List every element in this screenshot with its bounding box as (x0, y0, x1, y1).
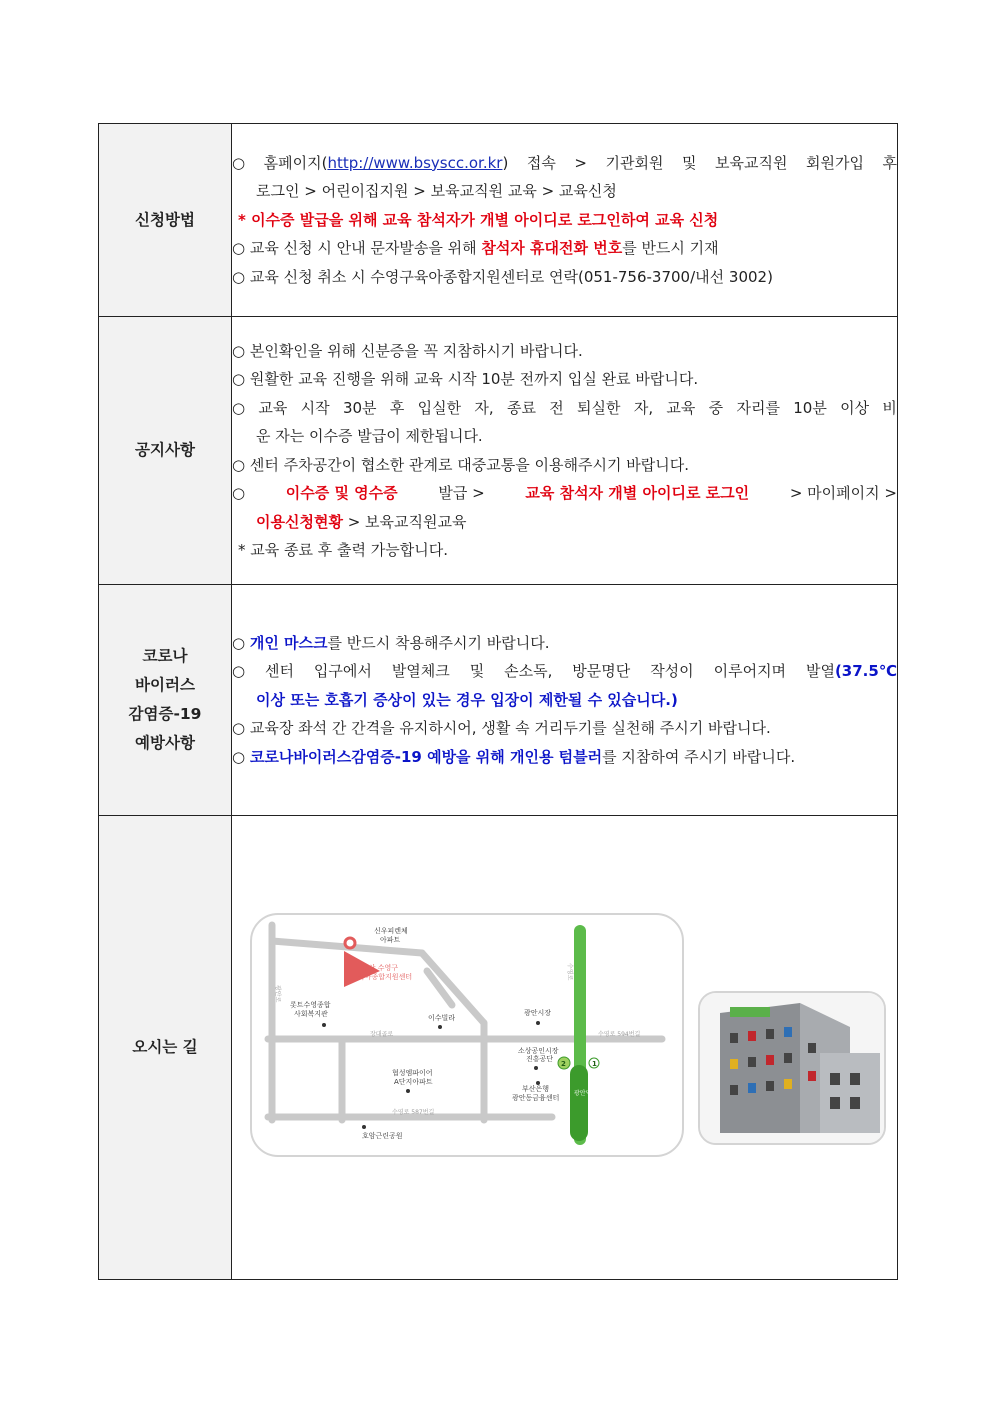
covid-content (232, 585, 898, 816)
word: 자, (633, 398, 654, 417)
map-label-park: 호암근린공원 (362, 1131, 403, 1140)
application-line-4: ○ 교육 신청 취소 시 수영구육아종합지원센터로 연락(051-756-3700/내선 3002) (232, 267, 773, 286)
word: 퇴실한 (577, 398, 621, 417)
notice-line-3 (232, 394, 897, 423)
word: > (574, 153, 587, 172)
map-road3: 수영로 587번길 (392, 1108, 435, 1116)
map-label-apt-mid1: 협성엠파이어 (392, 1068, 433, 1077)
covid-line-3: ○ 교육장 좌석 간 간격을 유지하시어, 생활 속 거리두기를 실천해 주시기 바랍니다. (232, 719, 771, 738)
application-content (232, 124, 898, 317)
notice-line-4: ○ 센터 주차공간이 협소한 관계로 대중교통을 이용해주시기 바랍니다. (232, 455, 689, 474)
label-covid: 코로나 바이러스 감염증-19 예방사항 (99, 585, 232, 816)
word: 회원가입 (806, 153, 864, 172)
label-directions: 오시는 길 (99, 816, 232, 1280)
word: 입구에서 (313, 662, 372, 681)
map-road2: 수영로 594번길 (598, 1030, 641, 1038)
row-notice (99, 317, 898, 585)
map-road5: 수영로 (566, 962, 573, 980)
notice-line-3b: 운 자는 이수증 발급이 제한됩니다. (256, 427, 483, 445)
word: 작성이 (650, 662, 694, 681)
notice-line-7: * 교육 종료 후 출력 가능합니다. (238, 541, 448, 559)
word: 및 (469, 662, 485, 681)
word: 전 (549, 398, 564, 417)
map-label-bank1: 부산은행 (522, 1084, 550, 1093)
map-label-bank2: 광안동금융센터 (512, 1093, 560, 1102)
word: 방문명단 (572, 662, 631, 681)
map-label-apt-top: 신우피렌체 (374, 926, 408, 935)
word: 30분 (342, 398, 377, 417)
application-line-1 (232, 149, 897, 178)
word: 이상 (840, 398, 870, 417)
directions-content (232, 816, 898, 1280)
word: ) (502, 153, 509, 172)
location-map (250, 913, 684, 1157)
word: 교육 (258, 398, 288, 417)
word: 후 (389, 398, 405, 417)
application-line-1b: 로그인 > 어린이집지원 > 보육교직원 교육 > 교육신청 (256, 182, 617, 201)
covid-line-1: ○ 개인 마스크를 반드시 착용해주시기 바랍니다. (232, 633, 550, 652)
map-label-welfare2: 사회복지관 (294, 1009, 328, 1018)
homepage-url-group (264, 149, 509, 178)
map-line2: 2 (561, 1059, 566, 1068)
word: 비 (882, 398, 897, 417)
word: 기관회원 (605, 153, 664, 172)
fever-threshold: (37.5℃ (834, 662, 897, 681)
word: 중 (708, 398, 724, 417)
word: 10분 (793, 398, 827, 417)
label-notice: 공지사항 (99, 317, 232, 585)
map-exit1: 1 (592, 1059, 597, 1068)
notice-content (232, 317, 898, 585)
application-notice: * 이수증 발급을 위해 교육 참석자가 개별 아이디로 로그인하여 교육 신청 (238, 210, 719, 229)
word: 발열 (805, 662, 835, 681)
word: 홈페이지( (263, 153, 328, 172)
word: ○ (232, 398, 246, 417)
word: 손소독, (504, 662, 553, 681)
word: 입실한 (417, 398, 462, 417)
covid-line-4: ○ 코로나바이러스감염증-19 예방을 위해 개인용 텀블러를 지참하여 주시기 바랍니다. (232, 747, 796, 766)
map-label-villa: 이수빌라 (428, 1013, 456, 1022)
row-directions (99, 816, 898, 1280)
map-road4: 광안로 (274, 984, 281, 1002)
map-label-center2: 육아종합지원센터 (358, 972, 413, 981)
notice-line-6: 이용신청현황 > 보육교직원교육 (256, 512, 467, 531)
word: ○ (232, 662, 246, 681)
covid-line-2 (232, 657, 897, 686)
map-label-market: 광안시장 (524, 1008, 552, 1017)
label-application: 신청방법 (99, 124, 232, 317)
row-application (99, 124, 898, 317)
word: 시작 (300, 398, 330, 417)
notice-line-5: ○ 이수증 및 영수증 발급 > 교육 참석자 개별 아이디로 로그인 > 마이페이지 > (232, 484, 897, 502)
word: 보육교직원 (715, 153, 788, 172)
word: 발열체크 (391, 662, 450, 681)
map-label-welfare1: 롯트수영종합 (290, 1000, 331, 1009)
fever-word-group (806, 657, 897, 686)
word: 및 (681, 153, 697, 172)
word: 자, (474, 398, 494, 417)
map-label-sme2: 진흥공단 (526, 1054, 554, 1063)
word: 자리를 (736, 398, 780, 417)
homepage-link[interactable]: http://www.bsyscc.or.kr (327, 153, 503, 172)
word: 교육 (666, 398, 696, 417)
map-label-center1: 부산 수영구 (362, 963, 399, 972)
map-station: 광안역 (574, 1089, 592, 1097)
application-line-3: ○ 교육 신청 시 안내 문자발송을 위해 참석자 휴대전화 번호를 반드시 기재 (232, 239, 719, 258)
word: 접속 (526, 153, 556, 172)
word: 센터 (265, 662, 294, 681)
map-label-apt-top2: 아파트 (380, 935, 401, 944)
word: 후 (882, 153, 897, 172)
word: 이루어지며 (713, 662, 787, 681)
row-covid (99, 585, 898, 816)
notice-line-1: ○ 본인확인을 위해 신분증을 꼭 지참하시기 바랍니다. (232, 341, 583, 360)
map-label-sme1: 소상공인시장 (518, 1046, 559, 1055)
notice-line-2: ○ 원활한 교육 진행을 위해 교육 시작 10분 전까지 입실 완료 바랍니다. (232, 370, 699, 388)
map-label-apt-mid2: A단지아파트 (394, 1077, 433, 1086)
map-road1: 장대골로 (370, 1030, 394, 1038)
covid-line-2b: 이상 또는 호흡기 증상이 있는 경우 입장이 제한될 수 있습니다.) (256, 690, 678, 709)
bullet: ○ (232, 153, 246, 172)
building-photo (698, 991, 886, 1145)
info-table (98, 123, 898, 1280)
word: 종료 (506, 398, 536, 417)
